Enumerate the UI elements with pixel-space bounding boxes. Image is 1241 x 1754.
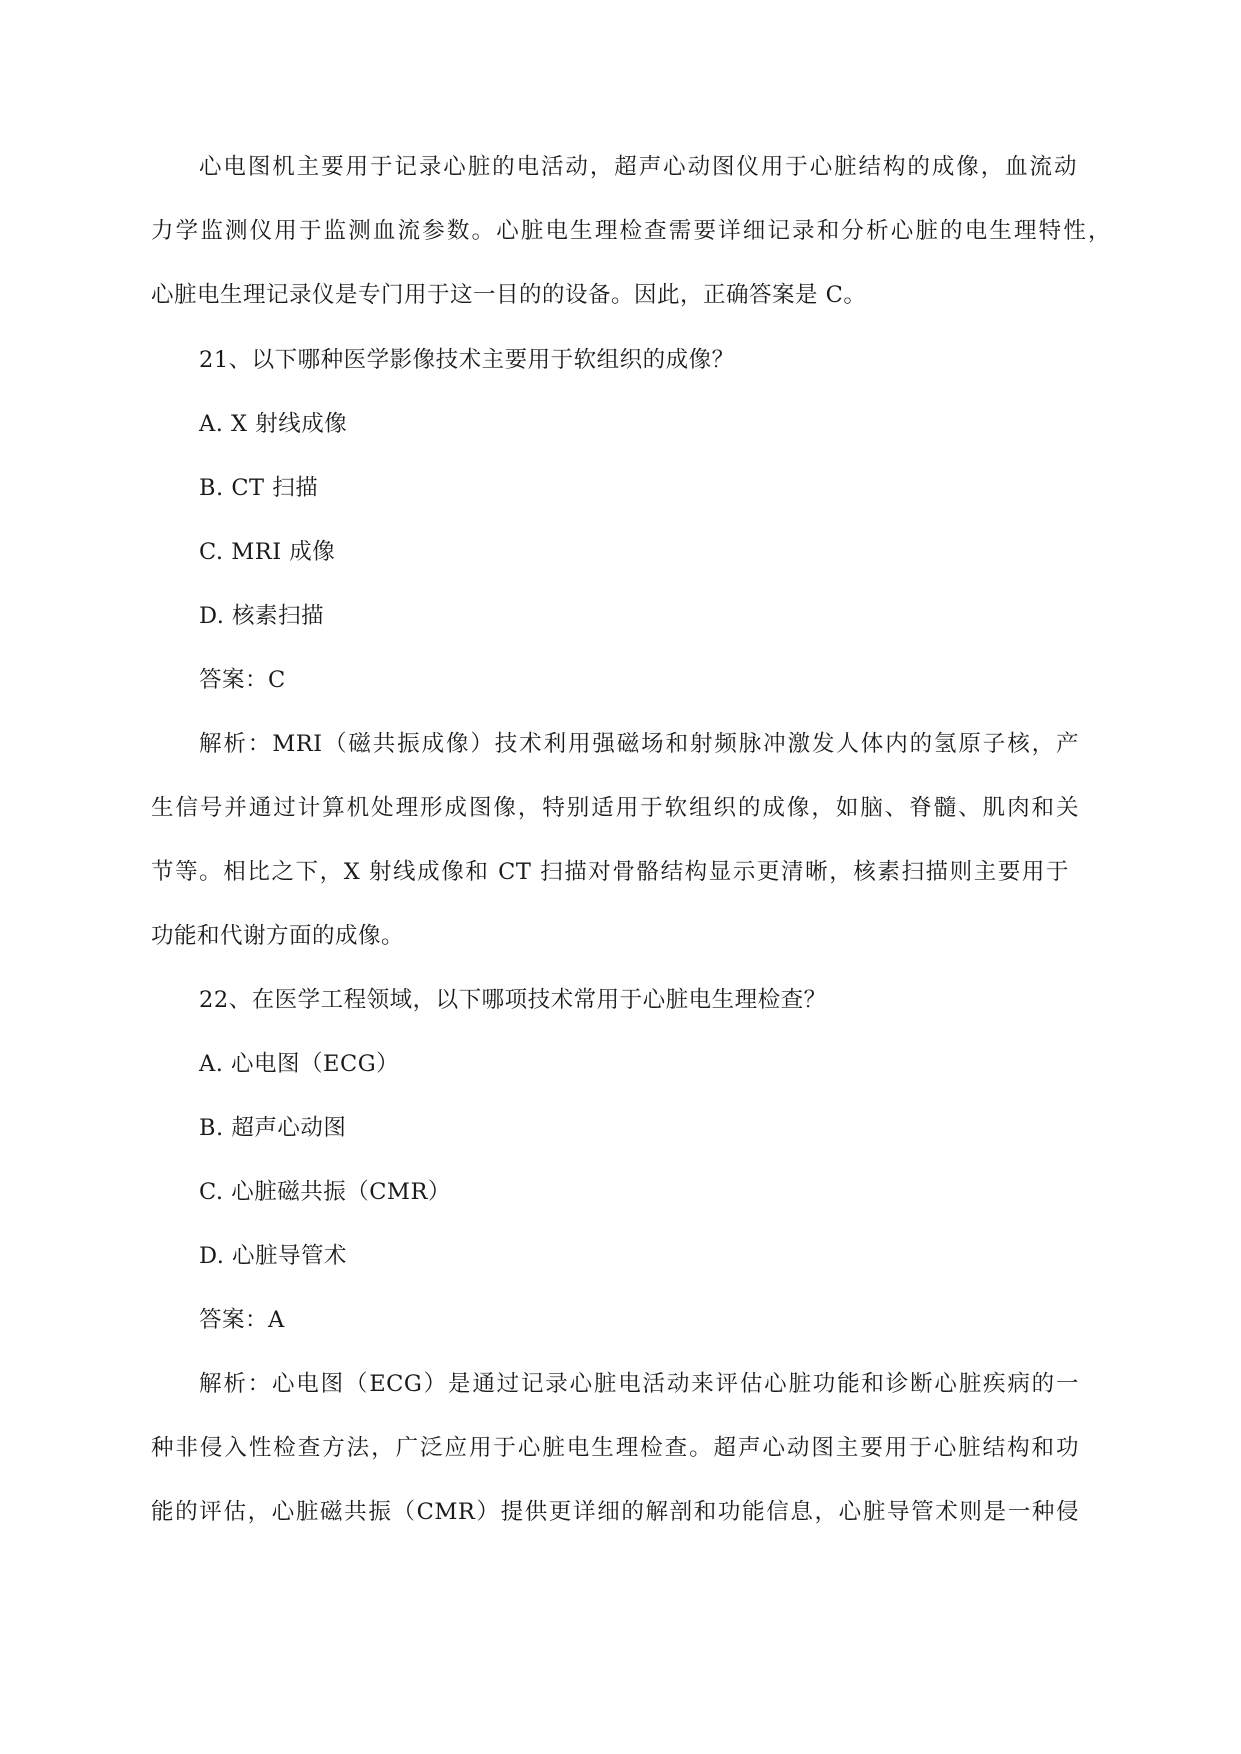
q21-analysis-line: 功能和代谢方面的成像。 xyxy=(151,923,405,949)
q22-option-a: A. 心电图（ECG） xyxy=(199,1051,400,1077)
q21-answer: 答案：C xyxy=(199,667,286,693)
q21-analysis-line: 节等。相比之下，X 射线成像和 CT 扫描对骨骼结构显示更清晰，核素扫描则主要用于 xyxy=(151,859,1069,885)
q21-option-a: A. X 射线成像 xyxy=(199,411,348,437)
paragraph-line: 力学监测仪用于监测血流参数。心脏电生理检查需要详细记录和分析心脏的电生理特性， xyxy=(151,218,1111,244)
q22-analysis-line: 解析：心电图（ECG）是通过记录心脏电活动来评估心脏功能和诊断心脏疾病的一 xyxy=(199,1371,1079,1397)
q21-option-c: C. MRI 成像 xyxy=(199,539,336,565)
q22-option-d: D. 心脏导管术 xyxy=(199,1243,348,1269)
question-22-text: 22、在医学工程领域，以下哪项技术常用于心脏电生理检查？ xyxy=(199,987,827,1013)
q22-answer: 答案：A xyxy=(199,1307,285,1333)
q22-analysis-line: 能的评估，心脏磁共振（CMR）提供更详细的解剖和功能信息，心脏导管术则是一种侵 xyxy=(151,1499,1079,1525)
q22-analysis-line: 种非侵入性检查方法，广泛应用于心脏电生理检查。超声心动图主要用于心脏结构和功 xyxy=(151,1435,1079,1461)
q21-option-d: D. 核素扫描 xyxy=(199,603,325,629)
paragraph-line: 心电图机主要用于记录心脏的电活动，超声心动图仪用于心脏结构的成像，血流动 xyxy=(199,154,1077,180)
q21-analysis-line: 解析：MRI（磁共振成像）技术利用强磁场和射频脉冲激发人体内的氢原子核，产 xyxy=(199,731,1079,757)
question-21-text: 21、以下哪种医学影像技术主要用于软组织的成像？ xyxy=(199,347,735,373)
paragraph-line: 心脏电生理记录仪是专门用于这一目的的设备。因此，正确答案是 C。 xyxy=(151,282,867,308)
q21-option-b: B. CT 扫描 xyxy=(199,475,319,501)
q22-option-b: B. 超声心动图 xyxy=(199,1115,347,1141)
q22-option-c: C. 心脏磁共振（CMR） xyxy=(199,1179,451,1205)
q21-analysis-line: 生信号并通过计算机处理形成图像，特别适用于软组织的成像，如脑、脊髓、肌肉和关 xyxy=(151,795,1079,821)
